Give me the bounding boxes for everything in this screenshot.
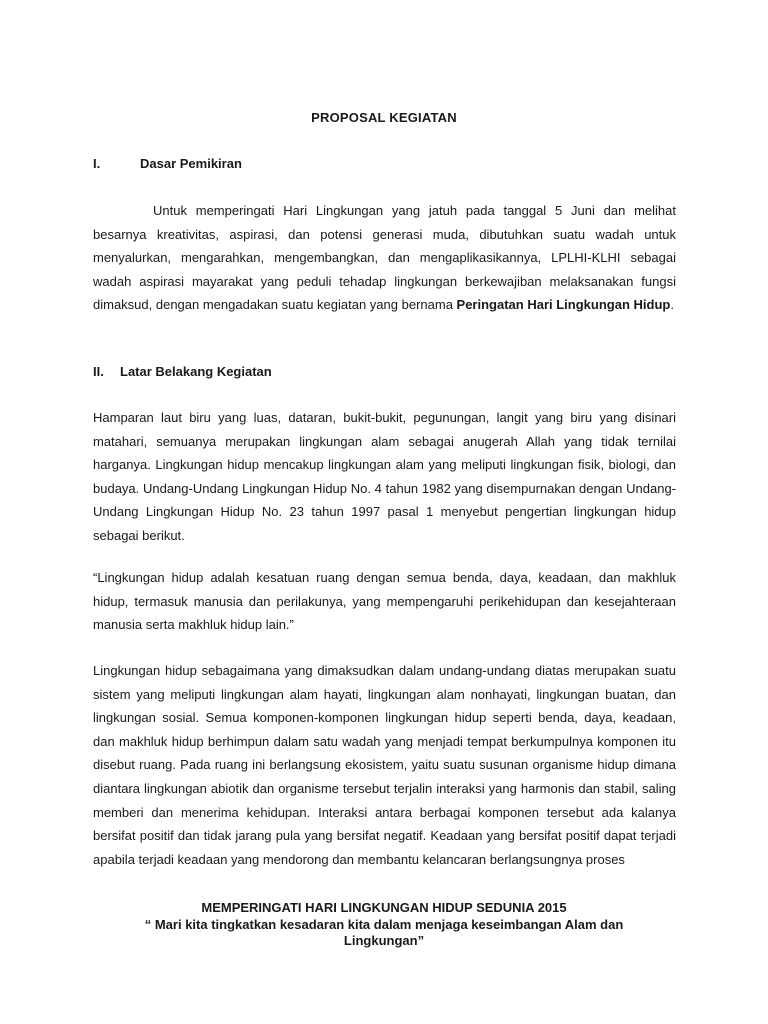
section-title: Latar Belakang Kegiatan	[120, 364, 272, 379]
paragraph-dasar-pemikiran	[93, 199, 676, 317]
event-name-bold: Peringatan Hari Lingkungan Hidup	[456, 297, 671, 313]
paragraph-latar-belakang-3: Lingkungan hidup sebagaimana yang dimaksudkan dalam undang-undang diatas merupakan suatu sistem yang meliputi lingkungan alam hayati, lingkungan alam nonhayati, lingkungan buatan, dan lingkungan sosial. Semua komponen-komponen lingkungan hidup seperti benda, daya, keadaan, dan makhluk hidup berhimpun dalam satu wadah yang menjadi tempat berkumpulnya komponen itu disebut ruang. Pada ruang ini berlangsung ekosistem, yaitu suatu susunan organisme hidup dimana diantara lingkungan abiotik dan organisme tersebut terjalin interaksi yang harmonis dan stabil, saling memberi dan menerima kehidupan. Interaksi antara berbagai komponen tersebut ada kalanya bersifat positif dan tidak jarang pula yang bersifat negatif. Keadaan yang bersifat positif dapat terjadi apabila terjadi keadaan yang mendorong dan membantu kelancaran berlangsungnya proses	[93, 663, 676, 867]
paragraph-latar-belakang-1: Hamparan laut biru yang luas, dataran, bukit-bukit, pegunungan, langit yang biru yang disinari matahari, semuanya merupakan lingkungan alam sebagai anugerah Allah yang tidak ternilai harganya. Lingkungan hidup mencakup lingkungan alam yang meliputi lingkungan fisik, biologi, dan budaya. Undang-Undang Lingkungan Hidup No. 4 tahun 1982 yang disempurnakan dengan Undang-Undang Lingkungan Hidup No. 23 tahun 1997 pasal 1 menyebut pengertian lingkungan hidup sebagai berikut.	[93, 410, 676, 543]
paragraph-text: Untuk memperingati Hari Lingkungan yang jatuh pada tanggal 5 Juni dan melihat besarnya kreativitas, aspirasi, dan potensi generasi muda, dibutuhkan suatu wadah untuk menyalurkan, mengarahkan, mengembangkan, dan mengaplikasikannya, LPLHI-KLHI sebagai wadah aspirasi mayarakat yang peduli tehadap lingkungan berkewajiban melaksanakan fungsi dimaksud, dengan mengadakan suatu kegiatan yang bernama	[93, 203, 676, 313]
section-number: I.	[93, 156, 101, 171]
footer-line-1: MEMPERINGATI HARI LINGKUNGAN HIDUP SEDUNIA 2015	[201, 900, 567, 915]
page-footer	[0, 900, 768, 950]
footer-line-2: “ Mari kita tingkatkan kesadaran kita dalam menjaga keseimbangan Alam dan Lingkungan”	[144, 916, 624, 948]
section-heading-dasar-pemikiran	[93, 156, 242, 171]
section-title: Dasar Pemikiran	[140, 156, 242, 171]
paragraph-quote-definition: “Lingkungan hidup adalah kesatuan ruang dengan semua benda, daya, keadaan, dan makhluk hidup, termasuk manusia dan perilakunya, yang mempengaruhi perikehidupan dan kesejahteraan manusia serta makhluk hidup lain.”	[93, 570, 676, 633]
section-number: II.	[93, 364, 104, 379]
document-title: PROPOSAL KEGIATAN	[311, 110, 457, 125]
paragraph-period: .	[670, 297, 674, 313]
section-heading-latar-belakang	[93, 364, 272, 379]
